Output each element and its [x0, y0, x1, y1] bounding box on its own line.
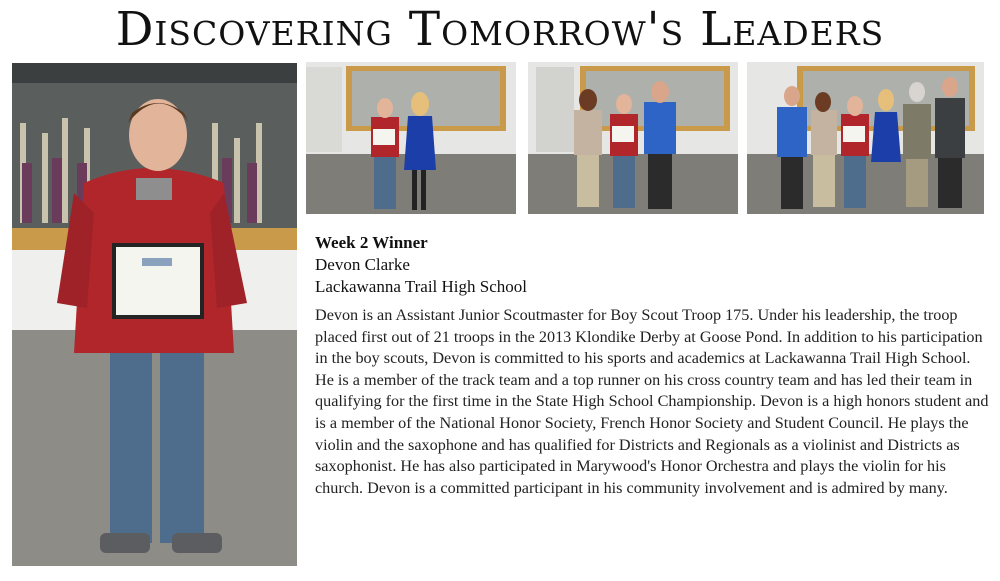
winner-biography: Devon is an Assistant Junior Scoutmaster for Boy Scout Troop 175. Under his leadership, the troop placed first out of 21 troops in the 2013 Klondike Derby at Goose Pond. In addition to his participation in the boy scouts, Devon is committed to his sports and academics at Lackawanna Trail High School. He is a member of the track team and a top runner on his cross country team and has led their team in qualifying for the first time in the State High School Championship. Devon is a high honors student and is a member of the National Honor Society, French Honor Society and Student Council. He plays the violin and the saxophone and has qualified for Districts and Regionals as a violinist and Districts as saxophonist. He has also participated in Marywood's Honor Orchestra and plays the violin for his church. Devon is a committed participant in his community involvement and is admired by many. — [315, 306, 989, 497]
winner-school: Lackawanna Trail High School — [315, 277, 527, 296]
winner-info — [315, 232, 527, 298]
winner-name: Devon Clarke — [315, 255, 410, 274]
student-portrait-photo — [12, 63, 297, 566]
award-photo-with-presenter — [306, 62, 516, 214]
award-group-photo — [747, 62, 984, 214]
winner-week-label: Week 2 Winner — [315, 233, 428, 252]
award-photo-with-parents — [528, 62, 738, 214]
page-title: Discovering Tomorrow's Leaders — [115, 2, 885, 57]
